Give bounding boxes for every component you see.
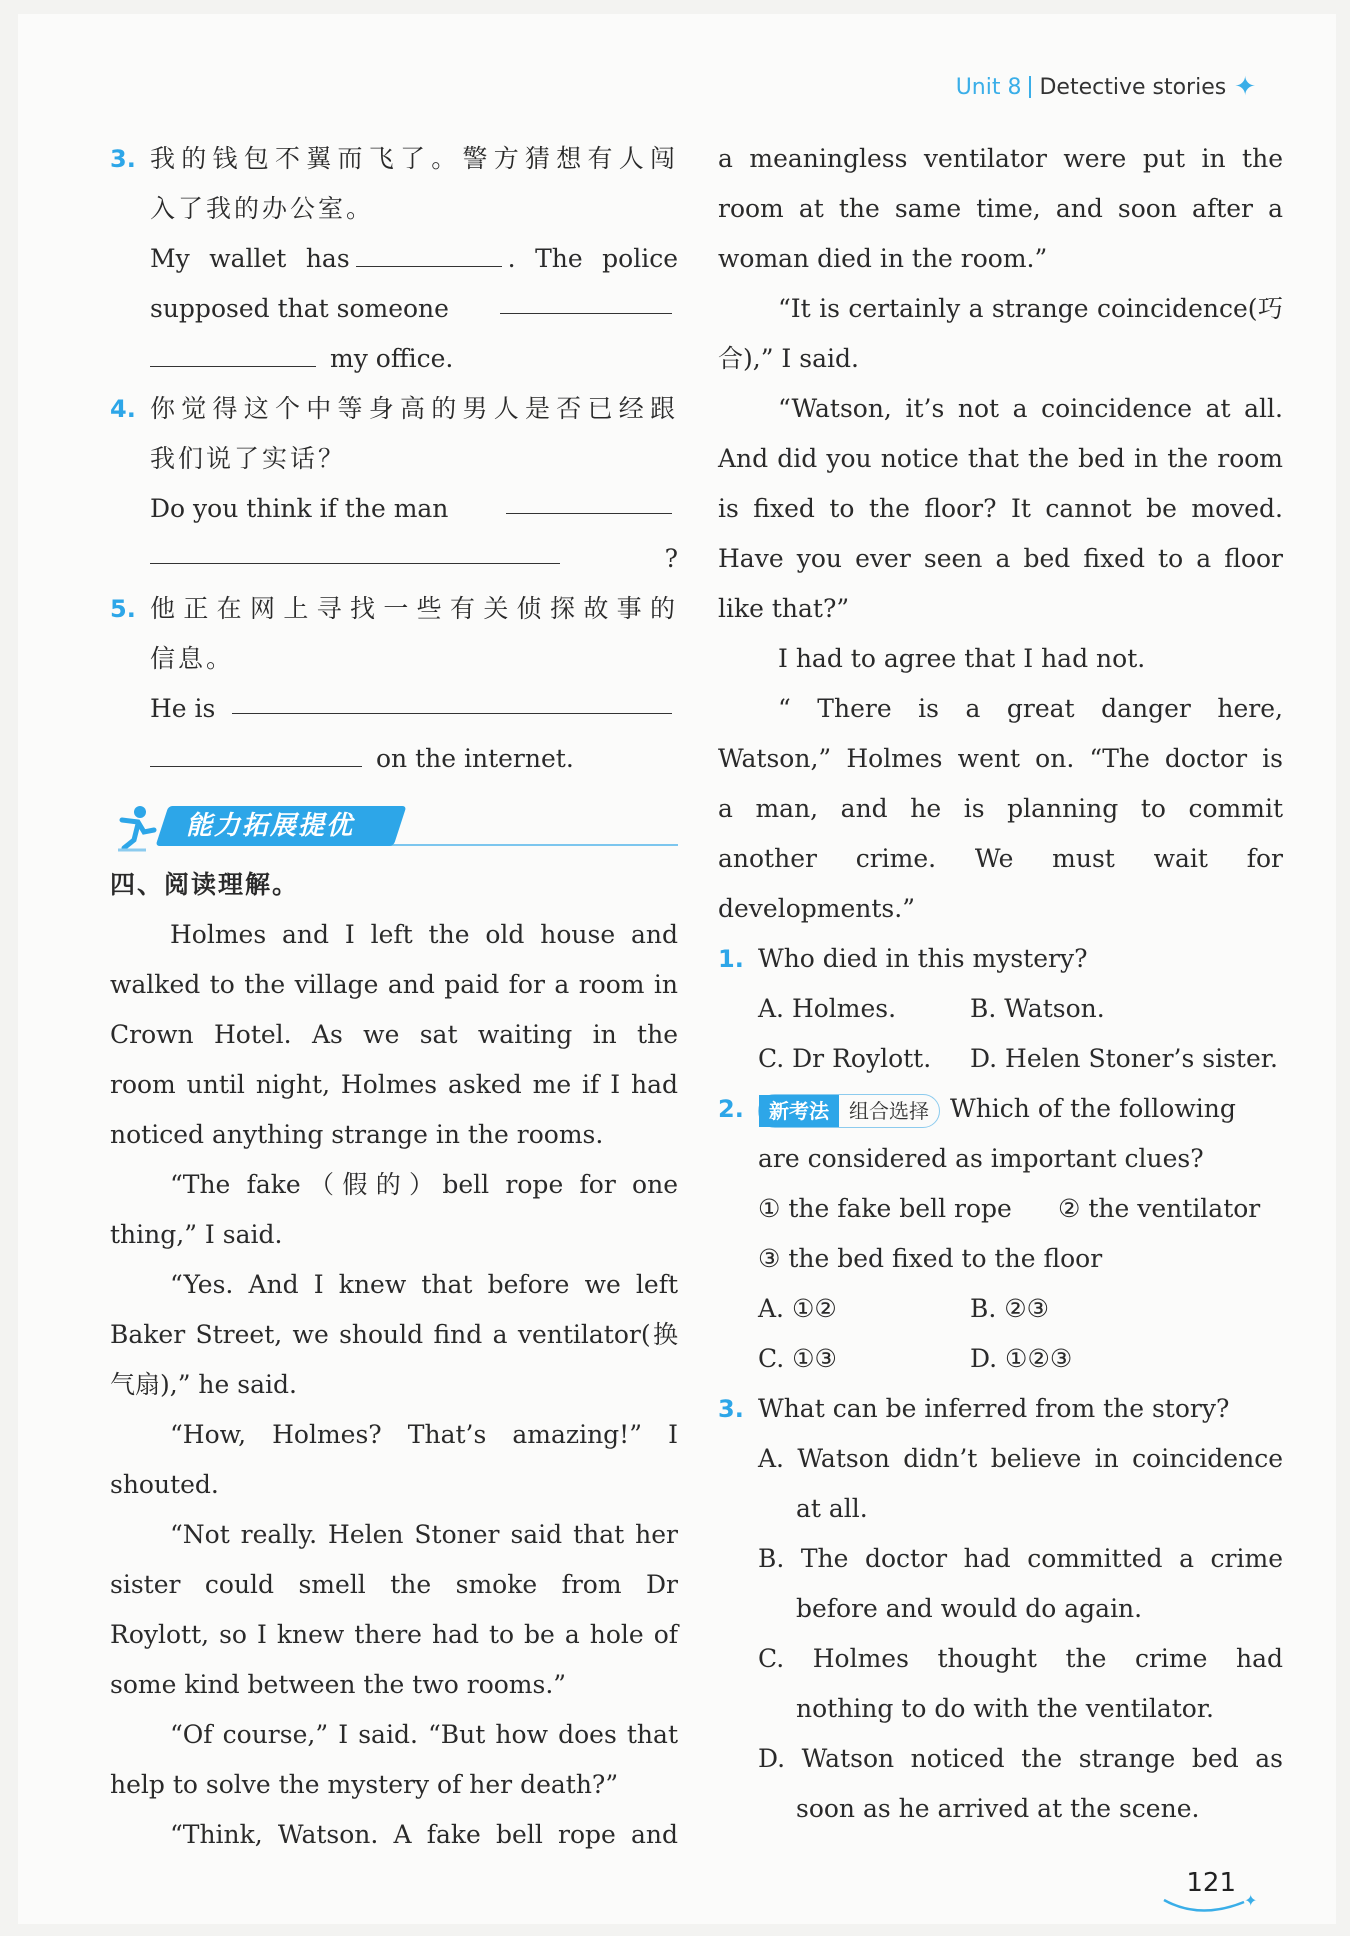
option-d[interactable]: D. ①②③: [970, 1344, 1073, 1373]
passage-line: 气扇),” he said.: [110, 1370, 297, 1399]
running-head: [956, 74, 1256, 100]
answer-blank[interactable]: [150, 337, 316, 367]
passage-line: “Of course,” I said. “But how does that: [170, 1720, 678, 1749]
prompt-text: supposed that someone: [150, 294, 449, 323]
english-prompt: [150, 684, 678, 734]
question-3: [718, 1384, 1283, 1834]
answer-blank[interactable]: [356, 237, 502, 267]
option-a[interactable]: [718, 1434, 1283, 1534]
passage-line: And did you notice that the bed in the room: [718, 444, 1283, 473]
question-number: 2.: [718, 1095, 744, 1123]
option-text: D. Watson noticed the strange bed as: [758, 1744, 1283, 1773]
english-prompt: [150, 284, 678, 334]
option-c[interactable]: C. ①③: [758, 1344, 837, 1373]
passage-line: woman died in the room.”: [718, 244, 1048, 273]
question-1: [718, 934, 1283, 1084]
question-stem: [718, 1084, 1283, 1134]
passage-line: Holmes and I left the old house and: [170, 920, 678, 949]
tag-secondary: 组合选择: [849, 1098, 929, 1123]
sparkle-icon: ✦: [1234, 72, 1256, 102]
option-c[interactable]: [718, 1634, 1283, 1734]
clue-3: ③ the bed fixed to the floor: [758, 1244, 1103, 1273]
question-stem: are considered as important clues?: [758, 1144, 1204, 1173]
option-b[interactable]: [718, 1534, 1283, 1634]
english-prompt: [150, 484, 678, 534]
chinese-sentence: 我的钱包不翼而飞了。警方猜想有人闯: [150, 144, 678, 173]
left-column: [110, 134, 678, 1860]
prompt-text: on the internet.: [376, 744, 574, 773]
english-prompt: [150, 334, 678, 384]
passage-line: noticed anything strange in the rooms.: [110, 1120, 604, 1149]
runner-figure-icon: [110, 802, 160, 852]
option-text: C. Holmes thought the crime had: [758, 1644, 1283, 1673]
banner-text: 能力拓展提优: [186, 811, 355, 841]
option-b[interactable]: B. Watson.: [970, 994, 1105, 1023]
answer-blank[interactable]: [150, 737, 362, 767]
unit-label: Unit 8: [955, 74, 1022, 100]
question-type-tag: [758, 1094, 940, 1128]
answer-blank[interactable]: [500, 284, 672, 314]
option-text: soon as he arrived at the scene.: [796, 1794, 1200, 1823]
clue-1: ① the fake bell rope: [758, 1194, 1012, 1223]
right-column: [718, 134, 1283, 1834]
option-a[interactable]: A. Holmes.: [758, 994, 897, 1023]
tag-primary: 新考法: [759, 1095, 839, 1127]
passage-line: room until night, Holmes asked me if I had: [110, 1070, 678, 1099]
answer-blank[interactable]: [506, 484, 672, 514]
chinese-sentence: 入了我的办公室。: [150, 194, 375, 223]
passage-line: Have you ever seen a bed fixed to a floor: [718, 544, 1283, 573]
passage-line: Watson,” Holmes went on. “The doctor is: [718, 744, 1283, 773]
page-number: 121: [1186, 1868, 1236, 1898]
clue-2: ② the ventilator: [1058, 1194, 1261, 1223]
prompt-text: Do you think if the man: [150, 494, 449, 523]
english-prompt: [150, 534, 678, 584]
passage-line: room at the same time, and soon after a: [718, 194, 1283, 223]
prompt-text: . The police: [507, 244, 678, 273]
translation-item-3: [110, 134, 678, 384]
header-divider: [1029, 76, 1031, 98]
passage-line: Crown Hotel. As we sat waiting in the: [110, 1020, 678, 1049]
item-number: 4.: [110, 395, 136, 423]
option-text: nothing to do with the ventilator.: [796, 1694, 1214, 1723]
question-number: 1.: [718, 945, 744, 973]
passage-line: “Yes. And I knew that before we left: [170, 1270, 678, 1299]
option-text: A. Watson didn’t believe in coincidence: [758, 1444, 1283, 1473]
option-b[interactable]: B. ②③: [970, 1294, 1050, 1323]
chinese-sentence: 信息。: [150, 644, 235, 673]
chinese-sentence: 我们说了实话？: [150, 444, 347, 473]
translation-item-4: [110, 384, 678, 584]
passage-line: walked to the village and paid for a room in: [110, 970, 678, 999]
option-text: before and would do again.: [796, 1594, 1143, 1623]
stem-text: Which of the following: [950, 1094, 1236, 1123]
passage-line: “Think, Watson. A fake bell rope and: [170, 1820, 678, 1849]
option-d[interactable]: [718, 1734, 1283, 1834]
section-banner: [110, 802, 678, 852]
option-text: B. The doctor had committed a crime: [758, 1544, 1283, 1573]
passage-line: developments.”: [718, 894, 915, 923]
passage-line: like that?”: [718, 594, 850, 623]
passage-line: shouted.: [110, 1470, 219, 1499]
section-heading: 四、阅读理解。: [110, 870, 300, 899]
passage-line: some kind between the two rooms.”: [110, 1670, 567, 1699]
prompt-text: My wallet has: [150, 244, 350, 273]
passage-line: 合),” I said.: [718, 344, 859, 373]
item-number: 5.: [110, 595, 136, 623]
answer-blank[interactable]: [232, 684, 672, 714]
question-2: [718, 1084, 1283, 1384]
chinese-sentence: 他正在网上寻找一些有关侦探故事的: [150, 594, 678, 623]
svg-text:✦: ✦: [1244, 1891, 1258, 1910]
english-prompt: [150, 734, 678, 784]
passage-line: “It is certainly a strange coincidence(巧: [778, 294, 1283, 323]
passage-line: Baker Street, we should find a ventilator(换: [110, 1320, 678, 1349]
chapter-title: Detective stories: [1039, 74, 1227, 100]
passage-line: another crime. We must wait for: [718, 844, 1283, 873]
translation-item-5: [110, 584, 678, 784]
question-number: 3.: [718, 1395, 744, 1423]
passage-line: thing,” I said.: [110, 1220, 283, 1249]
passage-line: I had to agree that I had not.: [778, 644, 1146, 673]
english-prompt: [150, 234, 678, 284]
passage-line: a meaningless ventilator were put in the: [718, 144, 1283, 173]
option-c[interactable]: C. Dr Roylott.: [758, 1044, 932, 1073]
item-number: 3.: [110, 145, 136, 173]
passage-line: is fixed to the floor? It cannot be moved.: [718, 494, 1283, 523]
passage-line: a man, and he is planning to commit: [718, 794, 1283, 823]
passage-line: “Watson, it’s not a coincidence at all.: [778, 394, 1283, 423]
passage-line: Roylott, so I knew there had to be a hole of: [110, 1620, 678, 1649]
prompt-text: He is: [150, 694, 216, 723]
chinese-sentence: 你觉得这个中等身高的男人是否已经跟: [150, 394, 678, 423]
passage-line: “How, Holmes? That’s amazing!” I: [170, 1420, 678, 1449]
passage-right: [718, 134, 1283, 934]
question-stem: Who died in this mystery?: [758, 944, 1088, 973]
option-d[interactable]: D. Helen Stoner’s sister.: [970, 1044, 1278, 1073]
passage-left: [110, 910, 678, 1860]
workbook-page: [18, 14, 1336, 1924]
question-stem: What can be inferred from the story?: [758, 1394, 1230, 1423]
passage-line: help to solve the mystery of her death?”: [110, 1770, 619, 1799]
option-a[interactable]: A. ①②: [758, 1294, 837, 1323]
passage-line: “Not really. Helen Stoner said that her: [170, 1520, 678, 1549]
prompt-text: ?: [664, 544, 678, 573]
passage-line: sister could smell the smoke from Dr: [110, 1570, 678, 1599]
passage-line: “The fake（假的）bell rope for one: [170, 1170, 678, 1199]
answer-blank[interactable]: [150, 534, 560, 564]
passage-line: “ There is a great danger here,: [778, 694, 1283, 723]
prompt-text: my office.: [330, 344, 454, 373]
option-text: at all.: [796, 1494, 868, 1523]
